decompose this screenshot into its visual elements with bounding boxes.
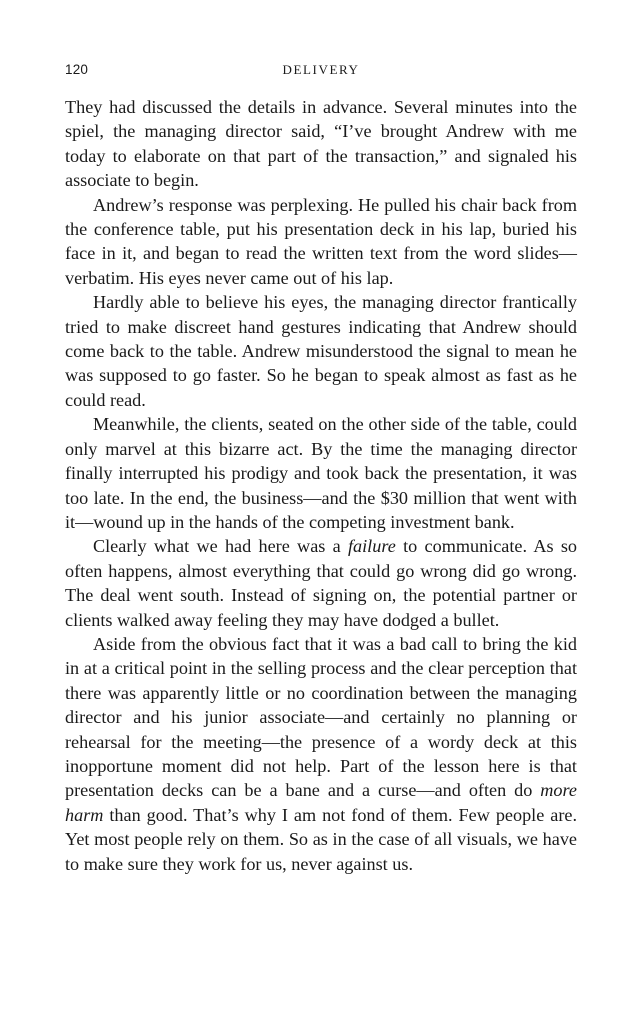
running-head: DELIVERY <box>282 62 360 77</box>
paragraph: Andrew’s response was perplexing. He pulled his chair back from the conference table, put his presentation deck in his lap, buried his face in it, and began to read the written text from the word slides—verbatim. His eyes never came out of his lap. <box>65 194 577 288</box>
paragraph-text: to communicate. As so often happens, almost everything that could go wrong did go wrong. The deal went south. Instead of signing on, the potential partner or clients walked away feeling they may have dodged a bullet. <box>65 536 577 630</box>
paragraph <box>65 632 577 876</box>
paragraph: Meanwhile, the clients, seated on the other side of the table, could only marvel at this bizarre act. By the time the managing director finally interrupted his prodigy and took back the presentation, it was too late. In the end, the business—and the $30 million that went with it—wound up in the hands of the competing investment bank. <box>65 414 577 532</box>
body-text <box>65 95 577 876</box>
paragraph: Hardly able to believe his eyes, the managing director frantically tried to make discreet hand gestures indicating that Andrew should come back to the table. Andrew misunderstood the signal to mean he was supposed to go faster. So he began to speak almost as fast as he could read. <box>65 292 577 410</box>
paragraph-text: Clearly what we had here was a <box>93 536 348 557</box>
page-number: 120 <box>65 62 89 77</box>
paragraph <box>65 534 577 632</box>
paragraph: They had discussed the details in advance. Several minutes into the spiel, the managing director said, “I’ve brought Andrew with me today to elaborate on that part of the transaction,” and signaled his associate to begin. <box>65 97 577 191</box>
italic-emphasis: more harm <box>65 780 577 825</box>
paragraph-text: Aside from the obvious fact that it was a bad call to bring the kid in at a critical point in the selling process and the clear perception that there was apparently little or no coordination between the managing director and his junior associate—and certainly no planning or rehearsal for the meeting—the presence of a wordy deck at this inopportune moment did not help. Part of the lesson here is that presentation decks can be a bane and a curse—and often do <box>65 633 577 801</box>
paragraph-text: than good. That’s why I am not fond of them. Few people are. Yet most people rely on them. So as in the case of all visuals, we have to make sure they work for us, never against us. <box>65 804 577 874</box>
page-header <box>65 62 577 82</box>
italic-emphasis: failure <box>347 536 396 557</box>
